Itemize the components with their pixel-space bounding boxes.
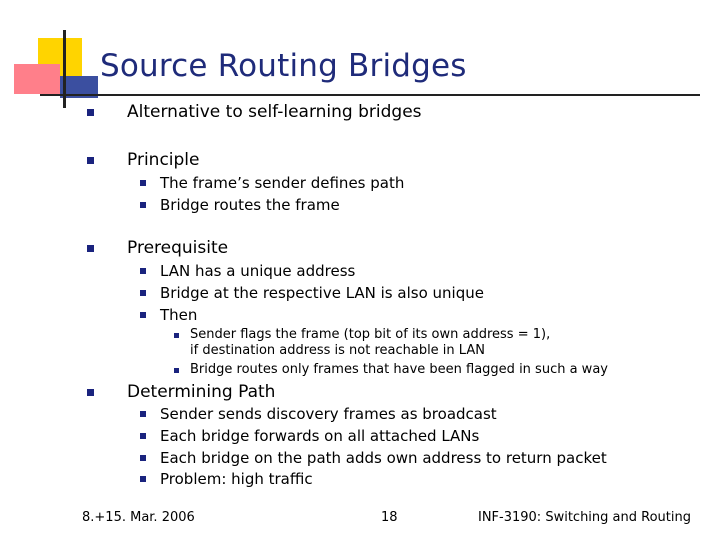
sub-bullet: [160, 405, 497, 423]
bullet-square-icon: [140, 433, 146, 439]
bullet-text: Then: [160, 306, 198, 324]
bullet-text: Sender sends discovery frames as broadcast: [160, 405, 497, 423]
bullet-square-icon: [140, 312, 146, 318]
bullet-square-icon: [174, 333, 179, 338]
footer-course: INF-3190: Switching and Routing: [478, 510, 691, 525]
bullet-square-icon: [174, 368, 179, 373]
footer-date: 8.+15. Mar. 2006: [82, 510, 195, 525]
bullet-square-icon: [140, 180, 146, 186]
bullet-square-icon: [87, 157, 94, 164]
decor-vertical-line: [63, 30, 66, 108]
bullet-text: Bridge routes the frame: [160, 196, 340, 214]
bullet-text: Each bridge on the path adds own address to return packet: [160, 449, 607, 467]
bullet-text: Each bridge forwards on all attached LANs: [160, 427, 480, 445]
bullet-square-icon: [140, 290, 146, 296]
bullet-alternative: [127, 102, 422, 122]
bullet-text: Principle: [127, 150, 200, 170]
sub-bullet: [160, 306, 197, 324]
sub-bullet: [160, 284, 484, 302]
bullet-square-icon: [87, 109, 94, 116]
bullet-text: Sender flags the frame (top bit of its own address = 1),: [190, 327, 551, 342]
bullet-text: Determining Path: [127, 382, 276, 402]
bullet-square-icon: [140, 202, 146, 208]
decor-red-square: [14, 64, 60, 94]
sub-bullet: [160, 262, 355, 280]
bullet-text: Bridge at the respective LAN is also unique: [160, 284, 484, 302]
bullet-text: LAN has a unique address: [160, 262, 356, 280]
sub-sub-bullet: [190, 327, 550, 359]
bullet-square-icon: [87, 389, 94, 396]
slide-title: Source Routing Bridges: [100, 48, 467, 84]
bullet-prerequisite: [127, 238, 228, 258]
bullet-square-icon: [140, 268, 146, 274]
bullet-text: The frame’s sender defines path: [160, 174, 405, 192]
bullet-text: Prerequisite: [127, 238, 229, 258]
sub-sub-bullet: [190, 362, 608, 378]
title-underline: [40, 94, 700, 96]
bullet-square-icon: [87, 245, 94, 252]
sub-bullet: [160, 174, 404, 192]
bullet-square-icon: [140, 455, 146, 461]
sub-bullet: [160, 449, 607, 467]
bullet-determining-path: [127, 382, 275, 402]
footer-page-number: 18: [381, 510, 398, 525]
bullet-text-continuation: if destination address is not reachable in LAN: [190, 343, 485, 358]
bullet-text: Bridge routes only frames that have been flagged in such a way: [190, 362, 608, 377]
bullet-text: Alternative to self-learning bridges: [127, 102, 422, 122]
sub-bullet: [160, 196, 340, 214]
bullet-square-icon: [140, 476, 146, 482]
bullet-principle: [127, 150, 199, 170]
sub-bullet: [160, 427, 479, 445]
sub-bullet: [160, 470, 313, 488]
bullet-text: Problem: high traffic: [160, 470, 313, 488]
bullet-square-icon: [140, 411, 146, 417]
